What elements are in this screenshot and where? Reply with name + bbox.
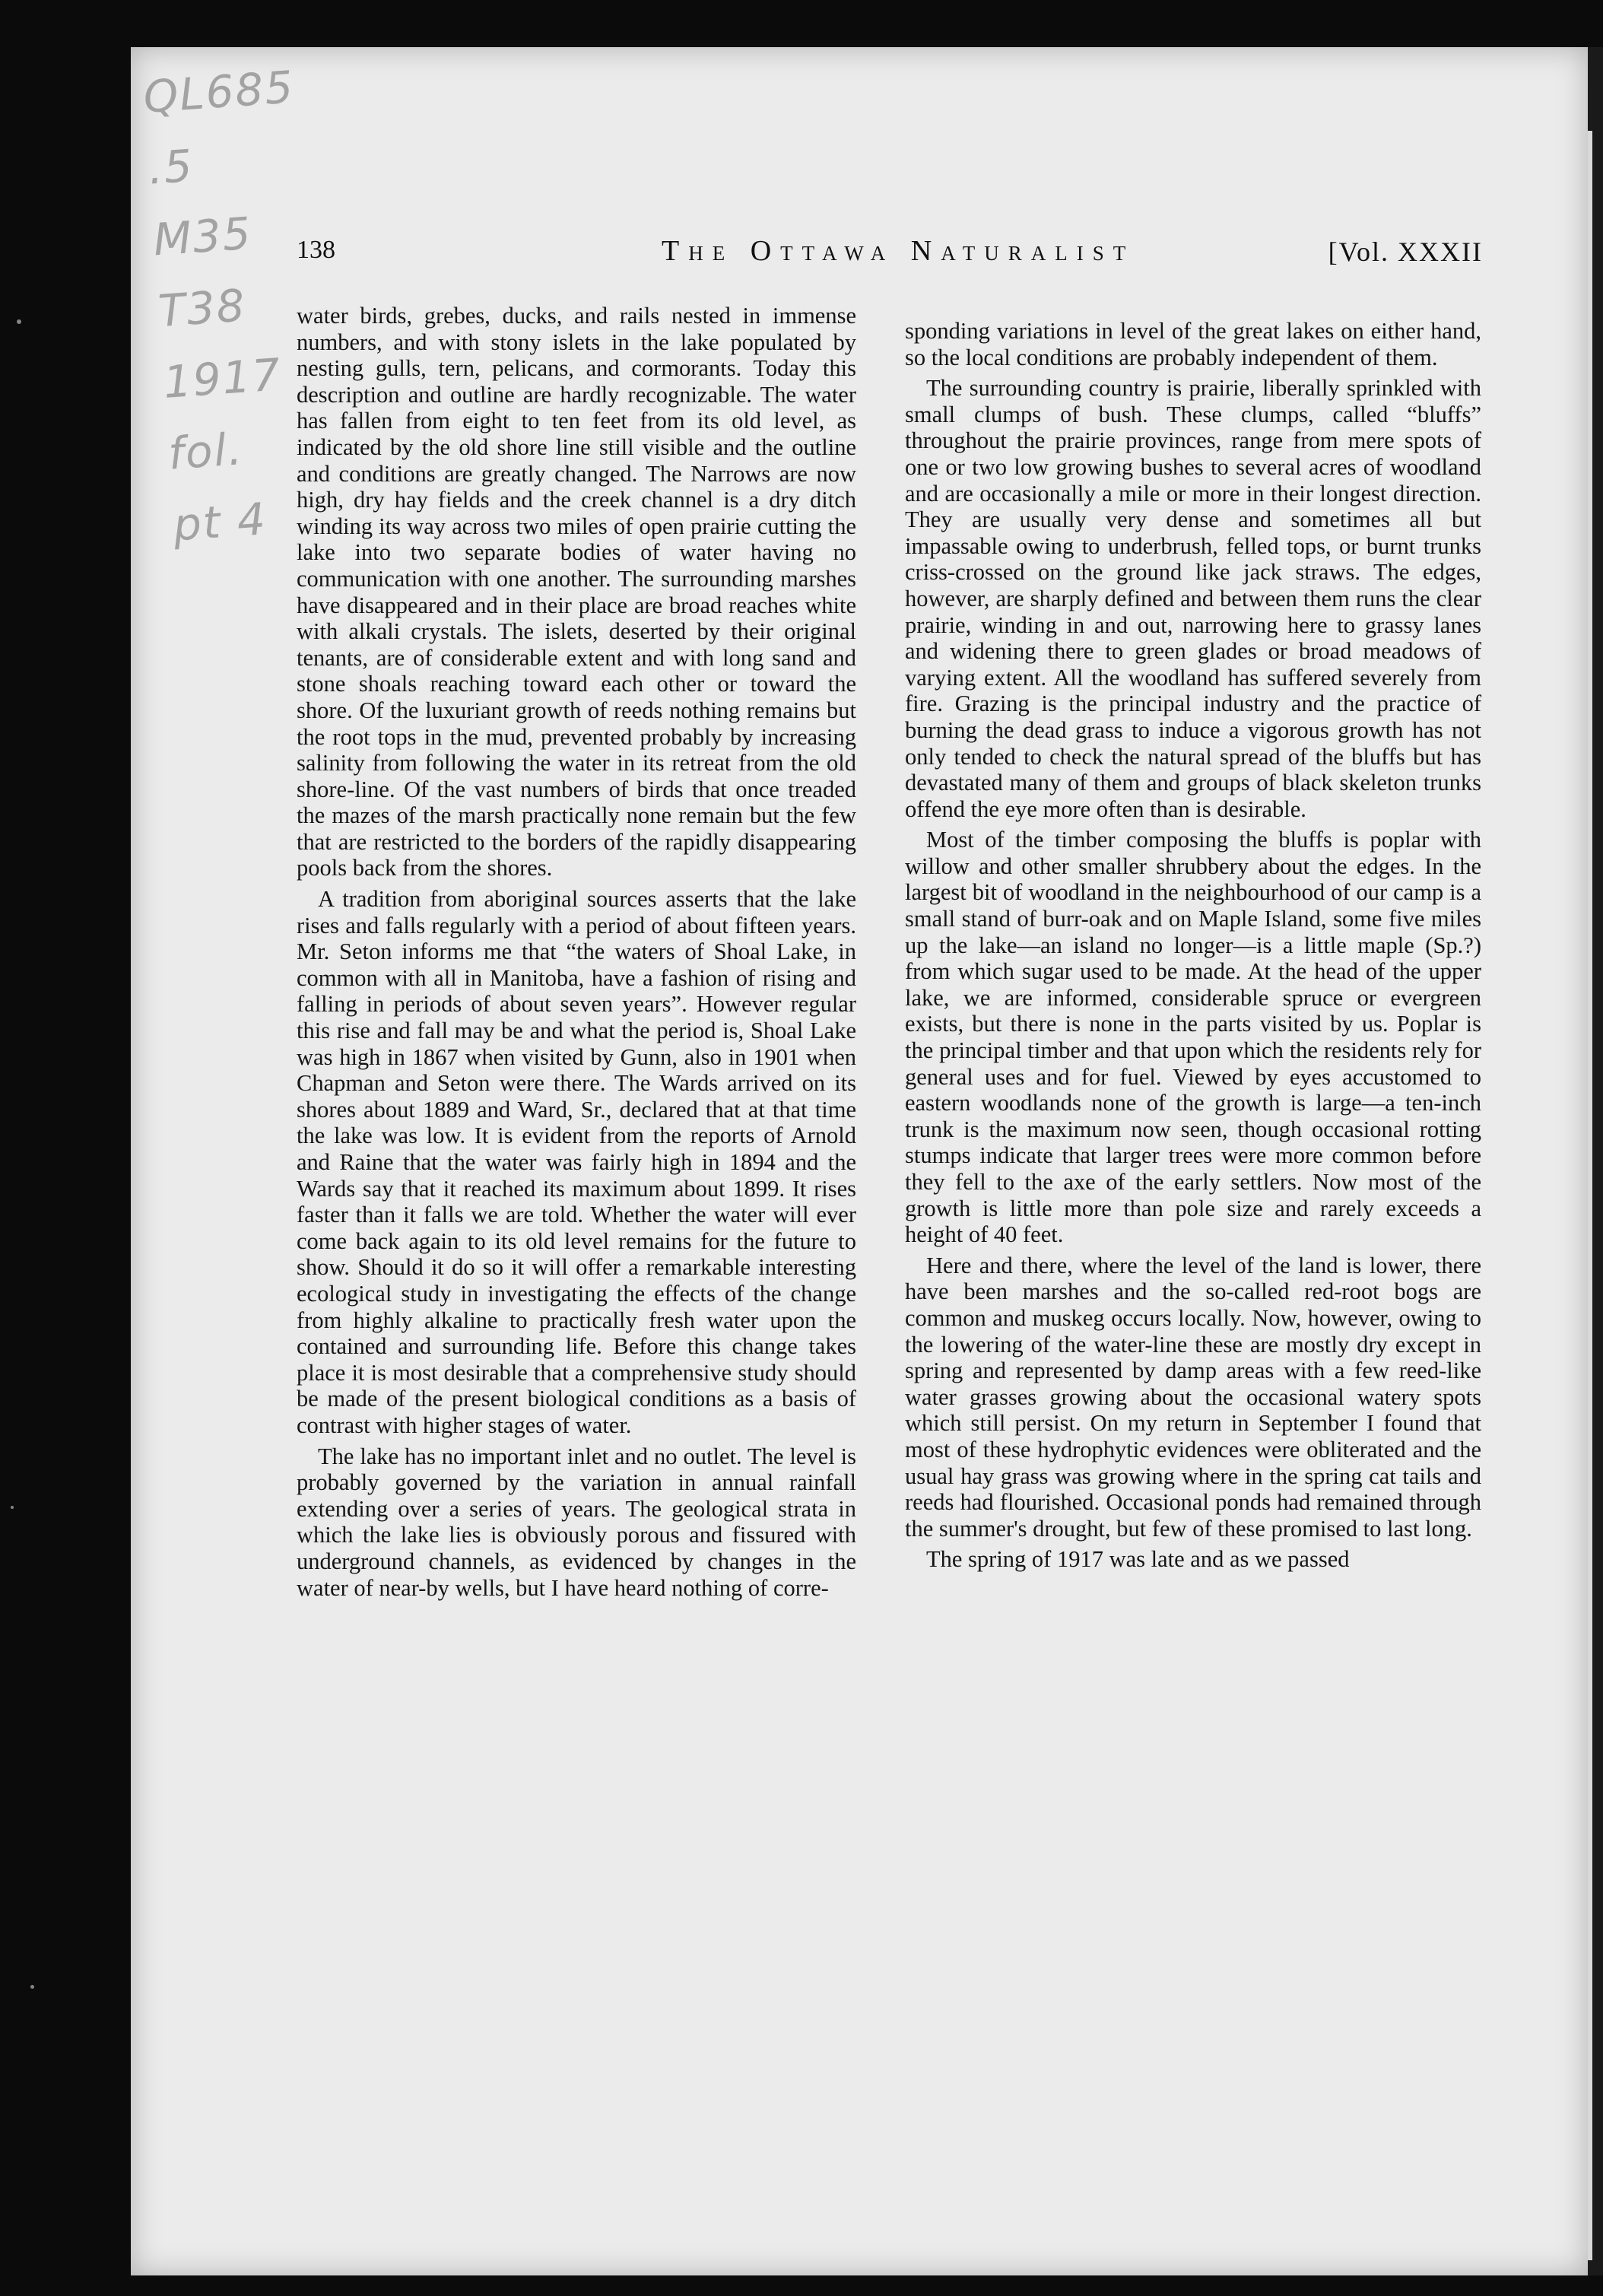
paragraph: The lake has no important inlet and no outlet. The level is probably governed by the variation in annual rainfall extending over a series of years. The geological strata in which the lake lies is obviously porous and fissured with underground channels, as evidenced by changes in the water of near-by wells, but I have heard nothing of corre- (297, 1443, 856, 1601)
paragraph: The spring of 1917 was late and as we passed (926, 1546, 1350, 1573)
running-header (297, 236, 1483, 281)
paragraph: A tradition from aboriginal sources asserts that the lake rises and falls regularly with a period of about fifteen years. Mr. Seton informs me that “the waters of Shoal Lake, in common with all in Manitoba, have a fashion of rising and falling in periods of about seven years”. However regular this rise and fall may be and what the period is, Shoal Lake was high in 1867 when visited by Gunn, also in 1901 when Chapman and Seton were there. The Wards arrived on its shores about 1889 and Ward, Sr., declared that at that time the lake was low. It is evident from the reports of Arnold and Raine that the water was fairly high in 1894 and the Wards say that it reached its maximum about 1899. It rises faster than it falls we are told. Whether the water will ever come back again to its old level remains for the future to show. Should it do so it will offer a remarkable interesting ecological study in investigating the effects of the change from highly alkaline to practically fresh water upon the contained and surrounding life. Before this change takes place it is most desirable that a comprehensive study should be made of the present biological conditions as a basis of contrast with higher stages of water. (297, 886, 856, 1438)
dust-speck (17, 319, 21, 324)
paragraph: Most of the timber composing the bluffs is poplar with willow and other smaller shrubbery about the edges. In the largest bit of woodland in the neighbourhood of our camp is a small stand of burr-oak and on Maple Island, some five miles up the lake—an island no longer—is a little maple (Sp.?) from which sugar used to be made. At the head of the upper lake, we are informed, considerable spruce or evergreen exists, but there is none in the parts visited by us. Poplar is the principal timber and that upon which the residents rely for general uses and for fuel. Viewed by eyes accustomed to eastern woodlands none of the growth is large—a ten-inch trunk is the maximum now seen, though occasional rotting stumps indicate that larger trees were more common before they fell to the axe of the early settlers. Now most of the growth is little more than pole size and rarely exceeds a height of 40 feet. (905, 827, 1481, 1248)
paragraph: sponding variations in level of the great lakes on either hand, so the local conditions are probably independent of them. (905, 318, 1481, 370)
paragraph: Here and there, where the level of the land is lower, there have been marshes and the so-called red-root bogs are common and muskeg occurs locally. Now, however, owing to the lowering of the water-line these are mostly dry except in spring and represented by damp areas with a few reed-like water grasses growing about the occasional watery spots which still persist. On my return in September I found that most of these hydrophytic evidences were obliterated and the usual hay grass was growing where in the spring cat tails and reeds had flourished. Occasional ponds had remained through the summer's drought, but few of these promised to last long. (905, 1252, 1481, 1542)
paragraph: water birds, grebes, ducks, and rails nested in immense numbers, and with stony islets in the lake populated by nesting gulls, tern, pelicans, and cormorants. Today this description and outline are hardly recognizable. The water has fallen from eight to ten feet from its old level, as indicated by the old shore line still visible and the outline and conditions are greatly changed. The Narrows are now high, dry hay fields and the creek channel is a dry ditch winding its way across two miles of open prairie cutting the lake into two separate bodies of water having no communication with one another. The surrounding marshes have disappeared and in their place are broad reaches white with alkali crystals. The islets, deserted by their original tenants, are of considerable extent and with long sand and stone shoals reaching toward each other or toward the shore. Of the luxuriant growth of reeds nothing remains but the root tops in the mud, prevented probably by increasing salinity from following the water in its retreat from the old shore-line. Of the vast numbers of birds that once treaded the mazes of the marsh practically none remain but the few that are restricted to the borders of the rapidly disappearing pools back from the shores. (297, 303, 856, 881)
right-column (905, 318, 1481, 1573)
page-number: 138 (297, 236, 335, 264)
paragraph: The surrounding country is prairie, liberally sprinkled with small clumps of bush. These clumps, called “bluffs” throughout the prairie provinces, range from mere spots of one or two low growing bushes to several acres of woodland and are occasionally a mile or more in their longest direction. They are usually very dense and sometimes all but impassable owing to underbrush, felled tops, or burnt trunks criss-crossed on the ground like jack straws. The edges, however, are sharply defined and between them runs the clear prairie, winding in and out, narrowing here to grassy lanes and widening there to green glades or broad meadows of varying extent. All the woodland has suffered severely from fire. Grazing is the principal industry and the practice of burning the dead grass to induce a vigorous growth has not only tended to check the natural spread of the bluffs but has devastated many of them and groups of black skeleton trunks offend the eye more often than is desirable. (905, 375, 1481, 822)
next-page-edge (1588, 47, 1603, 2275)
dust-speck (11, 1506, 14, 1509)
handwritten-call-number: QL685 .5 M35 T38 1917 fol. pt 4 (141, 61, 297, 551)
journal-title: The Ottawa Naturalist (662, 235, 1135, 267)
volume-label: [Vol. XXXII (1328, 237, 1483, 267)
left-column (297, 303, 856, 1601)
dust-speck (30, 1985, 34, 1989)
